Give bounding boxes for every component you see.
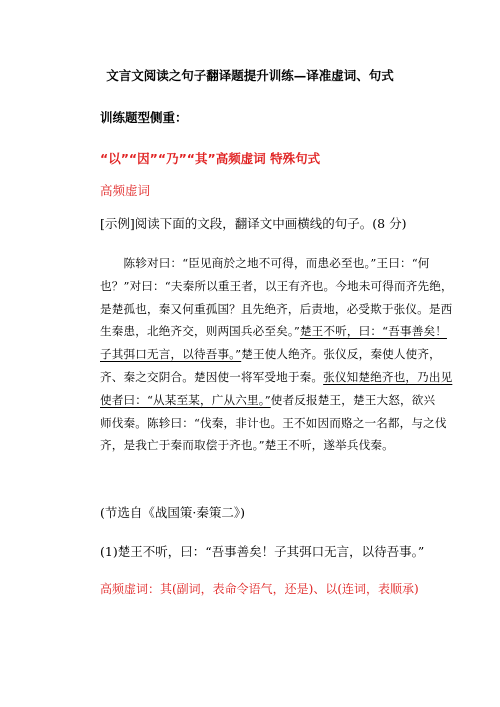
passage-line — [100, 320, 447, 343]
text-segment: 生秦患，北绝齐交，则两国兵必至矣。” — [100, 324, 300, 339]
passage-line — [100, 412, 447, 435]
passage-line — [100, 252, 430, 275]
text-segment: 师伐秦。陈轸曰：“伐秦，非计也。王不如因而赂之一名都，与之伐 — [100, 415, 447, 430]
underlined-segment: 张仪知楚绝齐也，乃出见 — [323, 369, 453, 384]
example-instruction: 阅读下面的文段，翻译文中画横线的句子。(8 分) — [134, 216, 407, 231]
text-segment: 使者反报楚王，楚王大怒，欲兴 — [270, 392, 436, 407]
subheading: 高频虚词 — [100, 183, 151, 198]
question-1: (1)楚王不听，曰：“吾事善矣！子其弭口无言，以待吾事。” — [100, 544, 425, 559]
example-tag: [示例] — [100, 216, 135, 231]
passage-line — [100, 434, 416, 457]
source-citation: (节选自《战国策·秦策二》) — [100, 505, 245, 520]
text-segment: 也？”对曰：“夫秦所以重王者，以王有齐也。今地未可得而齐先绝， — [100, 278, 453, 293]
passage-line — [100, 389, 436, 412]
passage-line — [100, 343, 441, 366]
passage-line — [100, 275, 453, 298]
text-segment: 陈轸对曰：“臣见商於之地不可得，而患必至也。”王曰：“何 — [100, 256, 430, 270]
page-title: 文言文阅读之句子翻译题提升训练—译准虚词、句式 — [106, 68, 394, 83]
section-label: 训练题型侧重： — [100, 110, 188, 125]
passage-line — [100, 298, 453, 321]
underlined-segment: 使者曰：“从某至某，广从六里。” — [100, 392, 271, 407]
underlined-segment: 子其弭口无言，以待吾事。” — [100, 347, 242, 362]
example-prompt — [100, 214, 406, 232]
function-word-note: 高频虚词：其(副词，表命令语气，还是)、以(连词，表顺承) — [100, 582, 419, 596]
focus-line: “以”“因”“乃”“其”高频虚词 特殊句式 — [100, 151, 321, 166]
text-segment: 齐，是我亡于秦而取偿于齐也。”楚王不听，遂举兵伐秦。 — [100, 438, 394, 453]
text-segment: 是楚孤也，秦又何重孤国？且先绝齐，后责地，必受欺于张仪。是西 — [100, 301, 453, 316]
text-segment: 齐、秦之交阴合。楚因使一将军受地于秦。 — [100, 369, 324, 384]
text-segment: 楚王使人绝齐。张仪反，秦使人使齐， — [241, 347, 441, 362]
underlined-segment: 楚王不听，曰：“吾事善矣！ — [299, 324, 447, 339]
passage-line — [100, 366, 453, 389]
passage — [100, 252, 453, 457]
